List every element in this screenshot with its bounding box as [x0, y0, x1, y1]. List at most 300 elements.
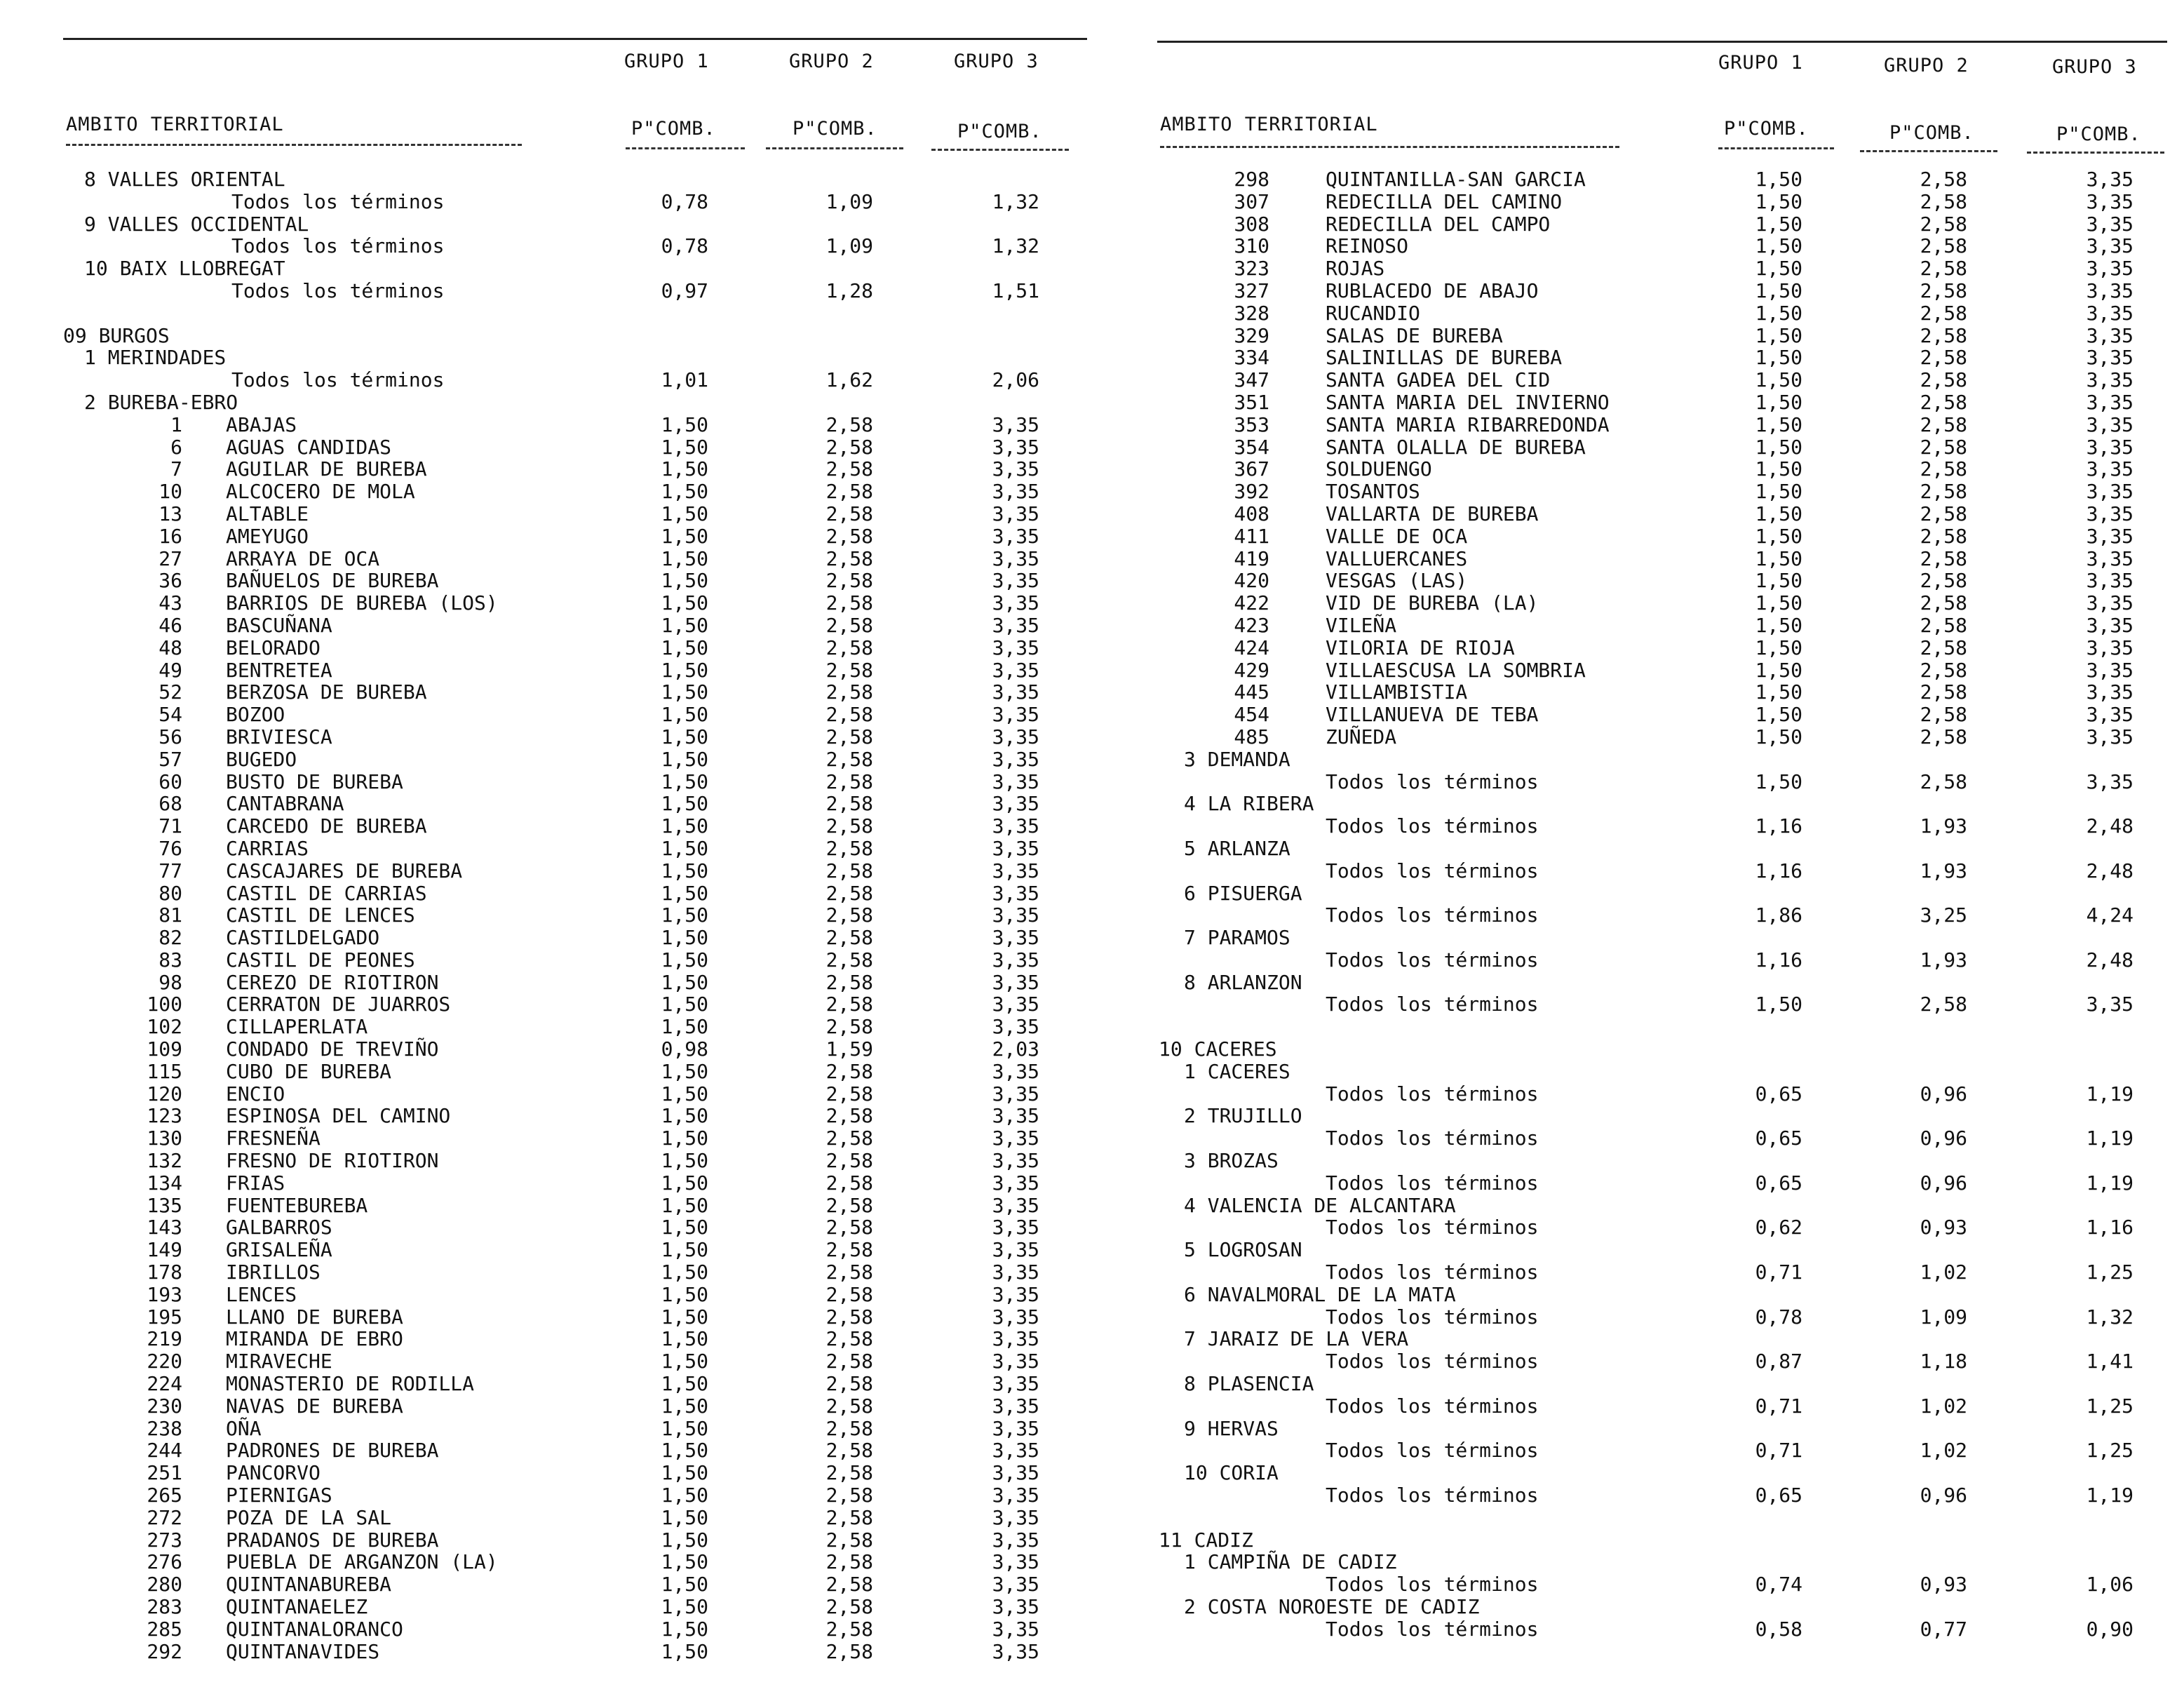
table-row	[1157, 257, 2167, 280]
municipality-code: 454	[1234, 703, 1269, 727]
table-row	[63, 637, 1087, 659]
municipality-name: PRADANOS DE BUREBA	[226, 1528, 439, 1552]
group-1-value: 1,50	[661, 658, 708, 682]
group-1-value: 0,78	[661, 189, 708, 213]
municipality-code: 328	[1234, 301, 1269, 325]
municipality-code: 420	[1234, 569, 1269, 593]
group-3-value: 1,25	[2086, 1261, 2134, 1284]
municipality-code: 16	[159, 524, 182, 548]
group-2-value: 1,93	[1920, 814, 1967, 838]
group-1-value: 1,50	[1755, 680, 1802, 704]
table-row	[1157, 1083, 2167, 1105]
municipality-name: ZUÑEDA	[1326, 725, 1397, 748]
group-1-value: 0,62	[1755, 1216, 1802, 1239]
municipality-name: RUCANDIO	[1326, 301, 1420, 325]
group-3-value: 3,35	[2086, 591, 2134, 615]
group-3-value: 3,35	[992, 792, 1039, 816]
group-1-value: 1,50	[661, 881, 708, 905]
group-2-value: 2,58	[1920, 323, 1967, 347]
group-3-value: 3,35	[2086, 301, 2134, 325]
municipality-code: 54	[159, 703, 182, 727]
group-1-value: 1,50	[661, 1216, 708, 1239]
header-underline	[66, 144, 522, 146]
group-3-value: 3,35	[2086, 323, 2134, 347]
municipality-name: SANTA OLALLA DE BUREBA	[1326, 435, 1586, 459]
group-2-value: 2,58	[825, 1305, 873, 1329]
municipality-name: FRIAS	[226, 1171, 285, 1195]
municipality-code: 68	[159, 792, 182, 816]
right-page	[1157, 0, 2167, 1687]
group-3-value: 3,35	[2086, 480, 2134, 504]
municipality-name: AGUILAR DE BUREBA	[226, 457, 427, 481]
group-2-value: 2,58	[825, 792, 873, 816]
all-terms-label: Todos los términos	[1326, 769, 1539, 793]
municipality-name: CARRIAS	[226, 836, 309, 860]
area-name: 8 VALLES ORIENTAL	[84, 168, 285, 191]
group-1-value: 1,50	[661, 1104, 708, 1128]
group-3-value: 3,35	[992, 725, 1039, 748]
province-name: 10 CACERES	[1159, 1037, 1277, 1061]
group-3-value: 1,19	[2086, 1127, 2134, 1150]
municipality-name: ARRAYA DE OCA	[226, 546, 380, 570]
table-row	[1157, 726, 2167, 748]
area-row	[1157, 1195, 2167, 1217]
table-row	[63, 1484, 1087, 1507]
group-2-value: 2,58	[1920, 346, 1967, 370]
header-underline	[931, 149, 1069, 151]
municipality-name: CUBO DE BUREBA	[226, 1059, 392, 1083]
table-row	[1157, 771, 2167, 793]
municipality-code: 100	[147, 993, 182, 1016]
group-2-value: 0,96	[1920, 1171, 1967, 1195]
table-row	[63, 1439, 1087, 1462]
municipality-name: BAÑUELOS DE BUREBA	[226, 569, 439, 593]
group-1-value: 1,50	[1755, 546, 1802, 570]
group-2-value: 2,58	[825, 1327, 873, 1351]
group-1-value: 1,50	[1755, 658, 1802, 682]
group-2-value: 2,58	[1920, 189, 1967, 213]
table-row	[63, 570, 1087, 592]
municipality-name: CASTIL DE PEONES	[226, 948, 415, 972]
municipality-name: PIERNIGAS	[226, 1484, 332, 1507]
group-3-value: 3,35	[2086, 189, 2134, 213]
table-row	[63, 548, 1087, 570]
group-1-value: 1,50	[1755, 636, 1802, 659]
group-1-value: 1,50	[661, 502, 708, 525]
group-3-value: 3,35	[992, 1193, 1039, 1217]
table-row	[1157, 280, 2167, 302]
group-1-value: 1,50	[661, 524, 708, 548]
municipality-name: VILLANUEVA DE TEBA	[1326, 703, 1539, 727]
group-3-value: 3,35	[992, 457, 1039, 481]
group-3-value: 3,35	[992, 680, 1039, 704]
municipality-code: 76	[159, 836, 182, 860]
municipality-name: BRIVIESCA	[226, 725, 332, 748]
municipality-name: CASTILDELGADO	[226, 926, 380, 950]
group-3-value: 3,35	[992, 1104, 1039, 1128]
area-row	[1157, 793, 2167, 815]
municipality-name: SOLDUENGO	[1326, 457, 1432, 481]
municipality-code: 60	[159, 769, 182, 793]
group-1-value: 0,65	[1755, 1171, 1802, 1195]
table-row	[1157, 860, 2167, 882]
municipality-name: BELORADO	[226, 636, 321, 659]
group-2-value: 2,58	[825, 1505, 873, 1529]
area-name: 10 BAIX LLOBREGAT	[84, 257, 285, 281]
group-2-value: 0,77	[1920, 1617, 1967, 1641]
group-3-value: 3,35	[992, 1149, 1039, 1173]
table-row	[63, 1596, 1087, 1618]
group-3-value: 3,35	[992, 1327, 1039, 1351]
area-name: 2 TRUJILLO	[1184, 1104, 1302, 1128]
municipality-name: NAVAS DE BUREBA	[226, 1394, 403, 1418]
municipality-code: 351	[1234, 390, 1269, 414]
table-row	[63, 1573, 1087, 1596]
municipality-name: CILLAPERLATA	[226, 1015, 368, 1039]
group-3-value: 3,35	[992, 412, 1039, 436]
municipality-name: MIRAVECHE	[226, 1350, 332, 1373]
all-terms-label: Todos los términos	[1326, 1394, 1539, 1418]
area-name: 8 ARLANZON	[1184, 970, 1302, 994]
group-3-value: 2,06	[992, 368, 1039, 392]
group-3-value: 3,35	[992, 1216, 1039, 1239]
table-row	[1157, 704, 2167, 726]
group-3-value: 3,35	[992, 948, 1039, 972]
group-1-value: 1,50	[661, 1015, 708, 1039]
area-row	[63, 213, 1087, 236]
municipality-code: 134	[147, 1171, 182, 1195]
group-1-value: 1,50	[661, 814, 708, 838]
group-3-value: 3,35	[2086, 278, 2134, 302]
group-1-value: 1,50	[661, 1461, 708, 1485]
group-1-value: 1,50	[1755, 591, 1802, 615]
group-1-value: 1,50	[1755, 480, 1802, 504]
table-row	[63, 838, 1087, 860]
municipality-code: 272	[147, 1505, 182, 1529]
group-2-value: 2,58	[825, 636, 873, 659]
group-3-subheader: P"COMB.	[957, 121, 1042, 142]
table-row	[1157, 570, 2167, 592]
group-3-value: 3,35	[992, 1261, 1039, 1284]
municipality-name: REDECILLA DEL CAMPO	[1326, 212, 1551, 236]
group-3-value: 3,35	[2086, 569, 2134, 593]
municipality-name: ALTABLE	[226, 502, 309, 525]
municipality-code: 123	[147, 1104, 182, 1128]
municipality-name: CANTABRANA	[226, 792, 344, 816]
group-1-value: 1,50	[661, 1595, 708, 1618]
municipality-code: 276	[147, 1550, 182, 1574]
group-3-value: 3,35	[992, 1461, 1039, 1485]
header-underline	[1718, 147, 1834, 149]
group-3-value: 1,32	[992, 189, 1039, 213]
group-1-header: GRUPO 1	[1718, 52, 1803, 74]
table-row	[1157, 1439, 2167, 1462]
municipality-code: 81	[159, 903, 182, 927]
group-3-value: 3,35	[992, 1171, 1039, 1195]
group-1-value: 1,50	[661, 1261, 708, 1284]
group-3-value: 3,35	[992, 1617, 1039, 1641]
group-3-header: GRUPO 3	[2052, 56, 2137, 78]
province-row	[1157, 1529, 2167, 1552]
table-row	[63, 414, 1087, 436]
group-3-value: 3,35	[992, 435, 1039, 459]
group-3-value: 1,25	[2086, 1439, 2134, 1463]
all-terms-label: Todos los términos	[1326, 903, 1539, 927]
area-row	[1157, 1105, 2167, 1127]
table-row	[63, 436, 1087, 459]
group-1-value: 1,50	[1755, 390, 1802, 414]
group-1-value: 1,50	[661, 1439, 708, 1463]
area-name: 5 ARLANZA	[1184, 836, 1290, 860]
municipality-name: LENCES	[226, 1282, 297, 1306]
group-2-value: 2,58	[825, 613, 873, 637]
group-1-value: 1,50	[1755, 993, 1802, 1016]
all-terms-label: Todos los términos	[231, 278, 445, 302]
group-1-value: 1,50	[661, 792, 708, 816]
header-underline	[1160, 146, 1619, 148]
all-terms-label: Todos los términos	[1326, 1261, 1539, 1284]
group-1-value: 1,50	[661, 970, 708, 994]
group-2-value: 1,09	[825, 234, 873, 258]
group-2-value: 2,58	[825, 1528, 873, 1552]
municipality-name: SANTA MARIA RIBARREDONDA	[1326, 412, 1610, 436]
group-3-value: 3,35	[992, 1305, 1039, 1329]
table-row	[1157, 904, 2167, 927]
area-row	[1157, 1418, 2167, 1440]
group-2-value: 1,02	[1920, 1394, 1967, 1418]
group-2-value: 2,58	[1920, 769, 1967, 793]
group-2-value: 2,58	[825, 1461, 873, 1485]
table-row	[1157, 480, 2167, 503]
group-2-value: 1,09	[825, 189, 873, 213]
area-name: 7 PARAMOS	[1184, 926, 1290, 950]
table-row	[63, 1284, 1087, 1306]
table-row	[63, 503, 1087, 525]
left-page	[63, 0, 1087, 1687]
municipality-code: 80	[159, 881, 182, 905]
group-1-value: 0,78	[661, 234, 708, 258]
municipality-code: 135	[147, 1193, 182, 1217]
all-terms-label: Todos los términos	[1326, 1127, 1539, 1150]
municipality-name: CEREZO DE RIOTIRON	[226, 970, 439, 994]
area-row	[63, 391, 1087, 414]
group-1-value: 1,50	[661, 613, 708, 637]
table-row	[63, 458, 1087, 480]
group-2-value: 1,93	[1920, 859, 1967, 882]
municipality-code: 36	[159, 569, 182, 593]
table-row	[1157, 1350, 2167, 1373]
municipality-code: 273	[147, 1528, 182, 1552]
group-3-value: 3,35	[992, 613, 1039, 637]
group-2-value: 1,09	[1920, 1305, 1967, 1329]
group-2-value: 1,59	[825, 1037, 873, 1061]
group-1-value: 1,50	[661, 457, 708, 481]
group-2-value: 2,58	[1920, 457, 1967, 481]
municipality-name: CASTIL DE LENCES	[226, 903, 415, 927]
table-row	[1157, 1172, 2167, 1195]
group-1-value: 1,16	[1755, 859, 1802, 882]
municipality-code: 423	[1234, 613, 1269, 637]
group-1-value: 1,50	[661, 1305, 708, 1329]
table-row	[63, 972, 1087, 994]
municipality-code: 98	[159, 970, 182, 994]
area-name: 9 HERVAS	[1184, 1416, 1279, 1440]
group-1-value: 1,50	[661, 1573, 708, 1597]
group-1-value: 1,50	[661, 1327, 708, 1351]
area-row	[1157, 1061, 2167, 1083]
municipality-name: MIRANDA DE EBRO	[226, 1327, 403, 1351]
municipality-code: 310	[1234, 234, 1269, 258]
table-row	[63, 860, 1087, 882]
table-row	[63, 235, 1087, 257]
municipality-name: CASTIL DE CARRIAS	[226, 881, 427, 905]
group-3-value: 3,35	[992, 1639, 1039, 1663]
municipality-name: ALCOCERO DE MOLA	[226, 480, 415, 504]
group-3-value: 3,35	[992, 1282, 1039, 1306]
table-row	[1157, 436, 2167, 459]
group-3-value: 3,35	[992, 970, 1039, 994]
group-1-value: 0,74	[1755, 1573, 1802, 1597]
group-2-value: 2,58	[825, 1595, 873, 1618]
municipality-name: VALLARTA DE BUREBA	[1326, 502, 1539, 525]
municipality-name: CARCEDO DE BUREBA	[226, 814, 427, 838]
all-terms-label: Todos los términos	[1326, 1171, 1539, 1195]
table-row	[63, 993, 1087, 1016]
area-name: 1 MERINDADES	[84, 346, 227, 370]
group-1-value: 1,50	[1755, 613, 1802, 637]
group-1-subheader: P"COMB.	[1724, 118, 1809, 140]
group-3-value: 3,35	[2086, 457, 2134, 481]
group-1-value: 1,50	[661, 993, 708, 1016]
group-1-value: 1,50	[661, 1238, 708, 1262]
municipality-code: 307	[1234, 189, 1269, 213]
municipality-code: 238	[147, 1416, 182, 1440]
group-3-value: 3,35	[992, 1505, 1039, 1529]
all-terms-label: Todos los términos	[1326, 1573, 1539, 1597]
table-row	[63, 1016, 1087, 1038]
all-terms-label: Todos los términos	[1326, 814, 1539, 838]
table-row	[63, 1239, 1087, 1261]
group-3-value: 3,35	[992, 1394, 1039, 1418]
group-1-value: 1,50	[661, 703, 708, 727]
table-row	[63, 1618, 1087, 1641]
group-1-value: 1,50	[661, 1127, 708, 1150]
group-3-value: 3,35	[992, 480, 1039, 504]
group-1-value: 0,98	[661, 1037, 708, 1061]
group-1-value: 1,50	[1755, 412, 1802, 436]
group-2-value: 2,58	[825, 836, 873, 860]
municipality-name: CONDADO DE TREVIÑO	[226, 1037, 439, 1061]
group-1-value: 1,50	[661, 636, 708, 659]
municipality-code: 46	[159, 613, 182, 637]
table-row	[63, 1150, 1087, 1172]
all-terms-label: Todos los términos	[1326, 1484, 1539, 1507]
group-3-value: 3,35	[992, 1372, 1039, 1396]
group-1-value: 1,50	[1755, 524, 1802, 548]
group-2-value: 2,58	[825, 859, 873, 882]
table-row	[1157, 681, 2167, 704]
municipality-code: 244	[147, 1439, 182, 1463]
table-row	[63, 614, 1087, 637]
group-3-value: 3,35	[2086, 390, 2134, 414]
municipality-code: 285	[147, 1617, 182, 1641]
table-row	[63, 771, 1087, 793]
group-1-value: 1,50	[661, 1617, 708, 1641]
group-1-value: 1,50	[661, 1372, 708, 1396]
table-row	[63, 659, 1087, 682]
group-2-value: 2,58	[825, 1416, 873, 1440]
group-2-value: 2,58	[825, 970, 873, 994]
municipality-code: 132	[147, 1149, 182, 1173]
group-3-value: 1,41	[2086, 1350, 2134, 1373]
group-2-value: 2,58	[1920, 412, 1967, 436]
area-name: 4 LA RIBERA	[1184, 792, 1314, 816]
group-3-value: 3,35	[992, 1350, 1039, 1373]
table-row	[1157, 235, 2167, 257]
group-3-value: 3,35	[2086, 725, 2134, 748]
group-3-value: 3,35	[2086, 524, 2134, 548]
spacer-row	[1157, 1016, 2167, 1038]
group-2-value: 2,58	[1920, 502, 1967, 525]
municipality-name: SALINILLAS DE BUREBA	[1326, 346, 1563, 370]
municipality-name: REINOSO	[1326, 234, 1409, 258]
group-2-value: 2,58	[1920, 993, 1967, 1016]
group-3-value: 1,19	[2086, 1484, 2134, 1507]
municipality-code: 130	[147, 1127, 182, 1150]
table-row	[63, 1083, 1087, 1105]
group-1-value: 1,50	[1755, 168, 1802, 191]
group-2-value: 1,18	[1920, 1350, 1967, 1373]
group-1-value: 1,50	[661, 859, 708, 882]
group-1-value: 1,50	[661, 412, 708, 436]
group-3-value: 0,90	[2086, 1617, 2134, 1641]
table-row	[63, 726, 1087, 748]
group-3-value: 1,19	[2086, 1082, 2134, 1105]
group-1-value: 1,50	[1755, 278, 1802, 302]
group-1-value: 1,50	[661, 1639, 708, 1663]
group-3-value: 3,35	[2086, 346, 2134, 370]
table-row	[63, 369, 1087, 391]
table-row	[1157, 1127, 2167, 1150]
top-rule	[1157, 41, 2167, 43]
municipality-code: 220	[147, 1350, 182, 1373]
municipality-code: 347	[1234, 368, 1269, 392]
left-table-body	[63, 168, 1087, 1662]
group-1-value: 1,50	[1755, 502, 1802, 525]
municipality-code: 265	[147, 1484, 182, 1507]
municipality-code: 1	[170, 412, 182, 436]
group-3-value: 3,35	[2086, 993, 2134, 1016]
municipality-code: 392	[1234, 480, 1269, 504]
all-terms-label: Todos los términos	[231, 234, 445, 258]
group-1-value: 1,50	[661, 435, 708, 459]
province-name: 09 BURGOS	[63, 323, 170, 347]
top-rule	[63, 38, 1087, 40]
area-name: 1 CACERES	[1184, 1059, 1290, 1083]
group-3-value: 3,35	[992, 1416, 1039, 1440]
header-underline	[1860, 150, 1997, 152]
group-2-value: 2,58	[1920, 368, 1967, 392]
table-row	[63, 1462, 1087, 1484]
group-2-value: 2,58	[1920, 680, 1967, 704]
municipality-code: 429	[1234, 658, 1269, 682]
group-3-value: 3,35	[992, 769, 1039, 793]
municipality-code: 6	[170, 435, 182, 459]
group-2-value: 2,58	[825, 1484, 873, 1507]
group-2-value: 2,58	[1920, 390, 1967, 414]
group-3-value: 3,35	[2086, 212, 2134, 236]
area-row	[1157, 748, 2167, 771]
